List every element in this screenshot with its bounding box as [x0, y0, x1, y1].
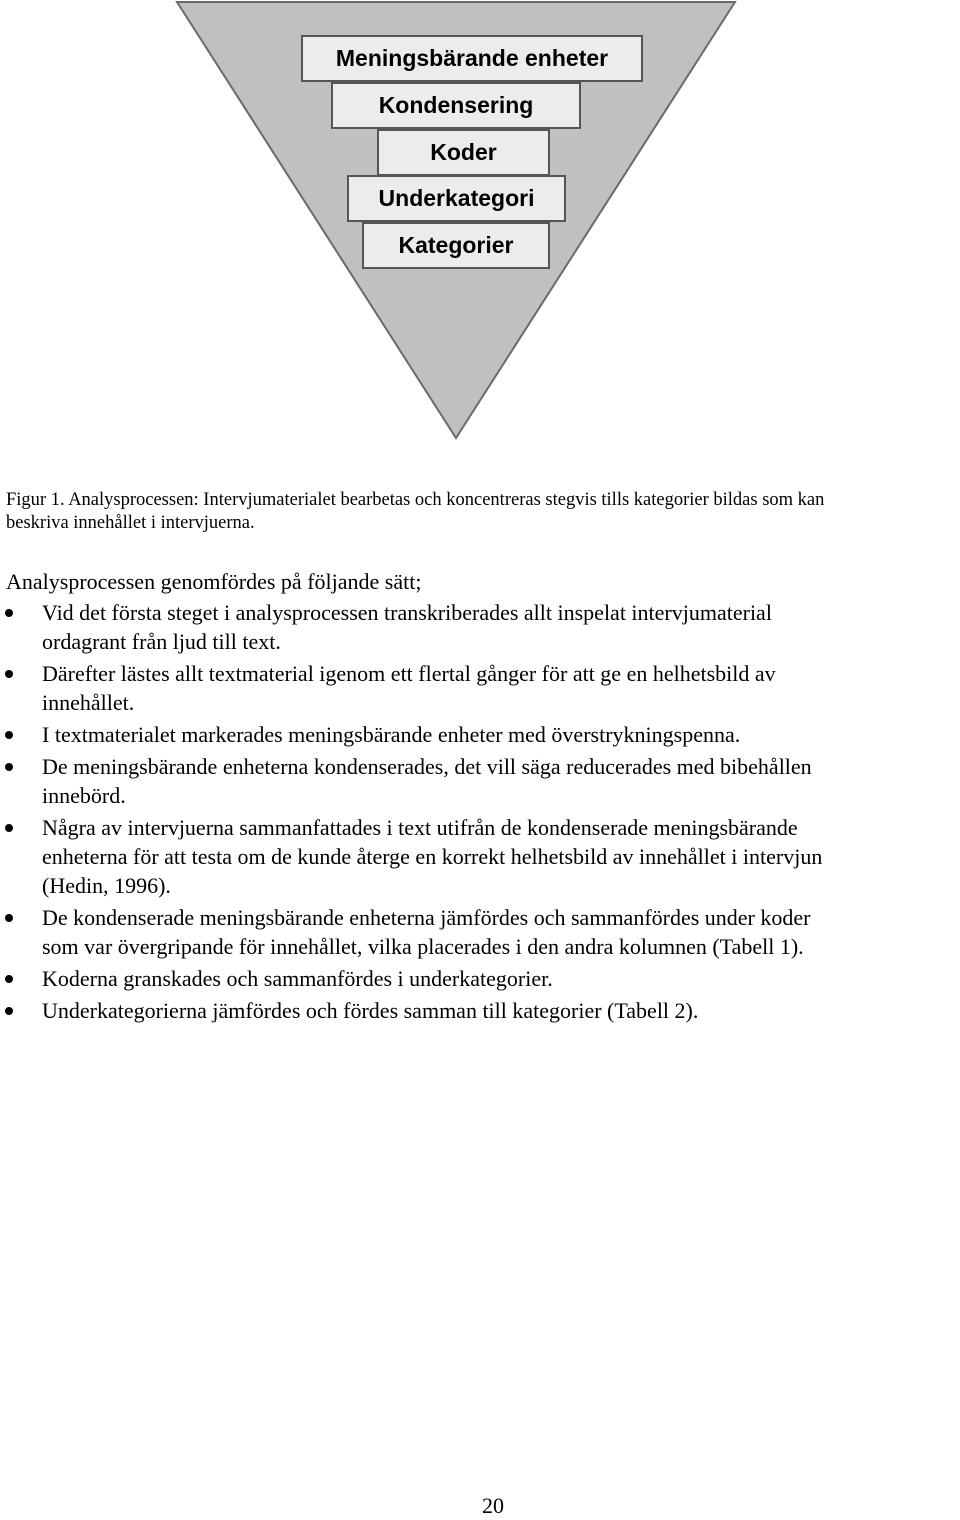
page-number: 20 — [482, 1493, 504, 1518]
caption-line: Figur 1. Analysprocessen: Intervjumaterialet bearbetas och koncentreras stegvis tills kategorier bildas som kan — [6, 490, 825, 510]
bullet-icon — [5, 1007, 13, 1015]
step-line: De meningsbärande enheterna kondenserades, det vill säga reducerades med bibehållen — [42, 754, 812, 779]
step-line: enheterna för att testa om de kunde återge en korrekt helhetsbild av innehållet i intervjun — [42, 844, 823, 869]
step-line: Därefter lästes allt textmaterial igenom ett flertal gånger för att ge en helhetsbild av — [42, 661, 776, 686]
bullet-icon — [5, 609, 13, 617]
list-item — [0, 598, 960, 656]
step-line: innebörd. — [42, 783, 126, 808]
stage-label: Kategorier — [398, 232, 514, 258]
step-line: Koderna granskades och sammanfördes i underkategorier. — [42, 966, 553, 991]
step-line: ordagrant från ljud till text. — [42, 629, 281, 654]
step-line: (Hedin, 1996). — [42, 873, 171, 898]
stage-label: Underkategori — [378, 185, 535, 211]
caption-line: beskriva innehållet i intervjuerna. — [6, 513, 255, 533]
list-item — [0, 964, 960, 993]
stage-label: Kondensering — [378, 92, 534, 118]
bullet-icon — [5, 824, 13, 832]
step-line: innehållet. — [42, 690, 135, 715]
analysis-steps-list — [0, 598, 960, 1028]
list-item — [0, 996, 960, 1025]
stage-box — [377, 129, 550, 176]
list-item — [0, 752, 960, 810]
list-item — [0, 813, 960, 900]
step-line: De kondenserade meningsbärande enheterna jämfördes och sammanfördes under koder — [42, 905, 811, 930]
stage-label: Meningsbärande enheter — [335, 45, 609, 71]
stage-box — [347, 175, 566, 222]
step-line: Vid det första steget i analysprocessen transkriberades allt inspelat intervjumaterial — [42, 600, 772, 625]
list-item — [0, 720, 960, 749]
stage-box — [331, 82, 581, 129]
bullet-icon — [5, 914, 13, 922]
bullet-icon — [5, 670, 13, 678]
intro-paragraph: Analysprocessen genomfördes på följande sätt; — [6, 569, 422, 594]
stage-box — [301, 35, 643, 82]
figure-caption — [6, 489, 960, 535]
step-line: I textmaterialet markerades meningsbärande enheter med överstrykningspenna. — [42, 722, 741, 747]
analysis-funnel-diagram — [0, 0, 960, 450]
bullet-icon — [5, 763, 13, 771]
list-item — [0, 903, 960, 961]
step-line: som var övergripande för innehållet, vilka placerades i den andra kolumnen (Tabell 1). — [42, 934, 804, 959]
stage-box — [362, 222, 550, 269]
list-item — [0, 659, 960, 717]
step-line: Några av intervjuerna sammanfattades i text utifrån de kondenserade meningsbärande — [42, 815, 798, 840]
bullet-icon — [5, 731, 13, 739]
stage-label: Koder — [430, 139, 497, 165]
step-line: Underkategorierna jämfördes och fördes samman till kategorier (Tabell 2). — [42, 998, 699, 1023]
bullet-icon — [5, 975, 13, 983]
